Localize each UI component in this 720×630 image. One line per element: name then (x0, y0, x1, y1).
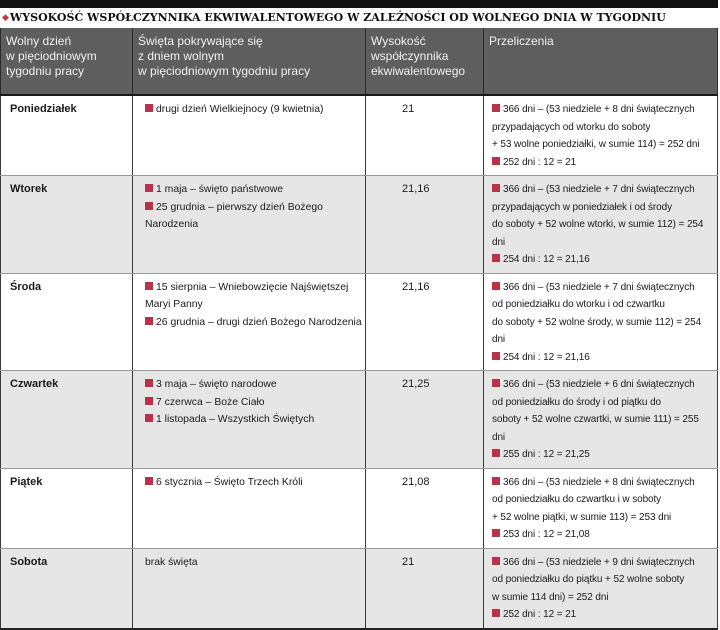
calculation-text: od poniedziałku do środy i od piątku do (492, 396, 661, 408)
header-line: Wolny dzień (6, 34, 72, 48)
square-bullet-icon (492, 254, 500, 262)
calculation-line (492, 314, 714, 349)
header-line: z dniem wolnym (138, 49, 225, 63)
square-bullet-icon (492, 104, 500, 112)
holiday-line (145, 101, 362, 119)
table-body (1, 95, 718, 629)
cell-calculation (484, 176, 718, 274)
holiday-text: 6 stycznia – Święto Trzech Króli (156, 476, 303, 488)
header-free-day (1, 28, 133, 95)
holiday-line (145, 394, 362, 412)
cell-calculation (484, 371, 718, 469)
square-bullet-icon (145, 184, 153, 192)
calculation-line (492, 216, 714, 251)
calculation-text: przypadających w poniedziałek i od środy (492, 201, 672, 213)
square-bullet-icon (492, 529, 500, 537)
calculation-line (492, 589, 714, 607)
holiday-text: drugi dzień Wielkiejnocy (9 kwietnia) (156, 104, 324, 115)
table-row (1, 548, 718, 629)
calculation-text: 366 dni – (53 niedziele + 8 dni świątecznych (503, 476, 695, 488)
calculation-text: 252 dni : 12 = 21 (503, 609, 577, 620)
calculation-line (492, 411, 714, 446)
table-header (1, 28, 718, 95)
day-name: Piątek (10, 475, 43, 488)
square-bullet-icon (145, 202, 153, 210)
cell-holidays (133, 548, 366, 629)
holiday-line (145, 199, 362, 234)
cell-holidays (133, 95, 366, 176)
day-name: Wtorek (10, 183, 48, 195)
square-bullet-icon (145, 397, 153, 405)
table-title (2, 8, 718, 28)
cell-calculation (484, 548, 718, 629)
calculation-line (492, 296, 714, 314)
calculation-text: + 53 wolne poniedziałki, w sumie 114) = 252 dni (492, 139, 700, 150)
square-bullet-icon (145, 104, 153, 112)
holiday-text: brak święta (145, 556, 198, 568)
calculation-line (492, 279, 714, 297)
table-row (1, 176, 718, 274)
cell-coefficient (366, 95, 484, 176)
day-name: Środa (10, 280, 42, 293)
holiday-line (145, 314, 362, 332)
coefficient-value: 21,16 (402, 280, 430, 293)
cell-calculation (484, 273, 718, 371)
calculation-text: w sumie 114 dni) = 252 dni (492, 591, 609, 603)
diamond-icon: ◆ (2, 13, 9, 23)
cell-free-day (1, 273, 133, 371)
calculation-line (492, 571, 714, 589)
cell-coefficient (366, 371, 484, 469)
calculation-line (492, 446, 714, 464)
square-bullet-icon (145, 379, 153, 387)
calculation-line (492, 101, 714, 119)
square-bullet-icon (492, 157, 500, 165)
calculation-text: 366 dni – (53 niedziele + 7 dni świątecznych (503, 281, 695, 293)
calculation-text: 254 dni : 12 = 21,16 (503, 351, 590, 363)
holiday-line (145, 474, 362, 492)
holiday-text: 15 sierpnia – Wniebowzięcie Najświętszej (156, 281, 349, 293)
square-bullet-icon (145, 282, 153, 290)
calculation-text: soboty + 52 wolne czwartki, w sumie 111) = 255 dni (492, 414, 699, 443)
calculation-text: 255 dni : 12 = 21,25 (503, 449, 590, 460)
square-bullet-icon (492, 282, 500, 290)
header-line: w pięciodniowym (6, 49, 97, 63)
calculation-line (492, 394, 714, 412)
header-line: tygodniu pracy (6, 64, 85, 78)
calculation-line (492, 119, 714, 137)
holiday-text: 1 listopada – Wszystkich Świętych (156, 414, 315, 425)
header-line: Wysokość (371, 34, 426, 48)
header-line: w pięciodniowym tygodniu pracy (138, 64, 311, 78)
square-bullet-icon (492, 379, 500, 387)
cell-coefficient (366, 273, 484, 371)
calculation-text: 366 dni – (53 niedziele + 8 dni świątecznych (503, 104, 695, 115)
calculation-line (492, 349, 714, 367)
coefficient-value: 21,08 (402, 475, 430, 488)
table-row (1, 371, 718, 469)
header-holidays (133, 28, 366, 95)
square-bullet-icon (492, 449, 500, 457)
square-bullet-icon (492, 557, 500, 565)
calculation-text: od poniedziałku do czwartku i w soboty (492, 494, 662, 505)
cell-holidays (133, 468, 366, 548)
cell-free-day (1, 176, 133, 274)
holiday-line (145, 296, 362, 314)
calculation-text: + 52 wolne piątki, w sumie 113) = 253 dni (492, 511, 672, 523)
calculation-line (492, 199, 714, 217)
holiday-text: 26 grudnia – drugi dzień Bożego Narodzenia (156, 316, 362, 328)
top-rule (0, 0, 718, 8)
calculation-text: do soboty + 52 wolne środy, w sumie 112) = 254 dni (492, 316, 702, 345)
calculation-line (492, 376, 714, 394)
cell-coefficient (366, 468, 484, 548)
calculation-text: 253 dni : 12 = 21,08 (503, 529, 590, 540)
header-line: ekwiwalentowego (371, 64, 466, 78)
calculation-line (492, 251, 714, 269)
cell-holidays (133, 176, 366, 274)
calculation-line (492, 474, 714, 492)
coefficient-value: 21,25 (402, 378, 430, 390)
calculation-text: 366 dni – (53 niedziele + 7 dni świątecznych (503, 184, 695, 195)
cell-holidays (133, 273, 366, 371)
table-row (1, 468, 718, 548)
equivalent-coefficient-table (0, 28, 718, 630)
square-bullet-icon (492, 477, 500, 485)
calculation-line (492, 154, 714, 172)
cell-free-day (1, 95, 133, 176)
calculation-text: od poniedziałku do piątku + 52 wolne soboty (492, 574, 685, 585)
holiday-text: 3 maja – święto narodowe (156, 379, 277, 390)
holiday-text: Maryi Panny (145, 299, 203, 310)
header-line: Święta pokrywające się (138, 34, 263, 48)
square-bullet-icon (492, 609, 500, 617)
header-coefficient (366, 28, 484, 95)
holiday-text: 1 maja – święto państwowe (156, 184, 284, 195)
coefficient-value: 21,16 (402, 183, 430, 195)
table-row (1, 95, 718, 176)
square-bullet-icon (145, 414, 153, 422)
holiday-line (145, 376, 362, 394)
holiday-line (145, 554, 362, 572)
cell-free-day (1, 548, 133, 629)
square-bullet-icon (145, 317, 153, 325)
coefficient-value: 21 (402, 103, 415, 115)
cell-holidays (133, 371, 366, 469)
holiday-line (145, 279, 362, 297)
holiday-line (145, 181, 362, 199)
cell-coefficient (366, 176, 484, 274)
square-bullet-icon (145, 477, 153, 485)
day-name: Poniedziałek (10, 103, 77, 115)
header-calculations (484, 28, 718, 95)
table-row (1, 273, 718, 371)
header-line: współczynnika (371, 49, 449, 63)
table-title-text: WYSOKOŚĆ WSPÓŁCZYNNIKA EKWIWALENTOWEGO W ZALEŻNOŚCI OD WOLNEGO DNIA W TYGODNIU (9, 11, 666, 24)
calculation-line (492, 509, 714, 527)
day-name: Sobota (10, 555, 48, 568)
coefficient-value: 21 (402, 555, 415, 568)
square-bullet-icon (492, 184, 500, 192)
cell-calculation (484, 468, 718, 548)
calculation-line (492, 606, 714, 624)
calculation-text: 366 dni – (53 niedziele + 6 dni świątecznych (503, 379, 695, 390)
header-row (1, 28, 718, 95)
calculation-text: od poniedziałku do wtorku i od czwartku (492, 299, 665, 310)
calculation-text: 254 dni : 12 = 21,16 (503, 254, 590, 265)
holiday-text: 25 grudnia – pierwszy dzień Bożego Narodzenia (145, 201, 323, 230)
holiday-line (145, 411, 362, 429)
cell-free-day (1, 371, 133, 469)
header-line: Przeliczenia (489, 34, 554, 48)
calculation-text: przypadających od wtorku do soboty (492, 121, 651, 133)
square-bullet-icon (492, 352, 500, 360)
calculation-line (492, 136, 714, 154)
cell-calculation (484, 95, 718, 176)
holiday-text: 7 czerwca – Boże Ciało (156, 396, 265, 408)
cell-coefficient (366, 548, 484, 629)
cell-free-day (1, 468, 133, 548)
calculation-line (492, 491, 714, 509)
calculation-text: do soboty + 52 wolne wtorki, w sumie 112) = 254 dni (492, 219, 704, 248)
calculation-line (492, 181, 714, 199)
calculation-text: 366 dni – (53 niedziele + 9 dni świątecznych (503, 556, 695, 568)
calculation-text: 252 dni : 12 = 21 (503, 156, 577, 168)
calculation-line (492, 554, 714, 572)
day-name: Czwartek (10, 378, 59, 390)
